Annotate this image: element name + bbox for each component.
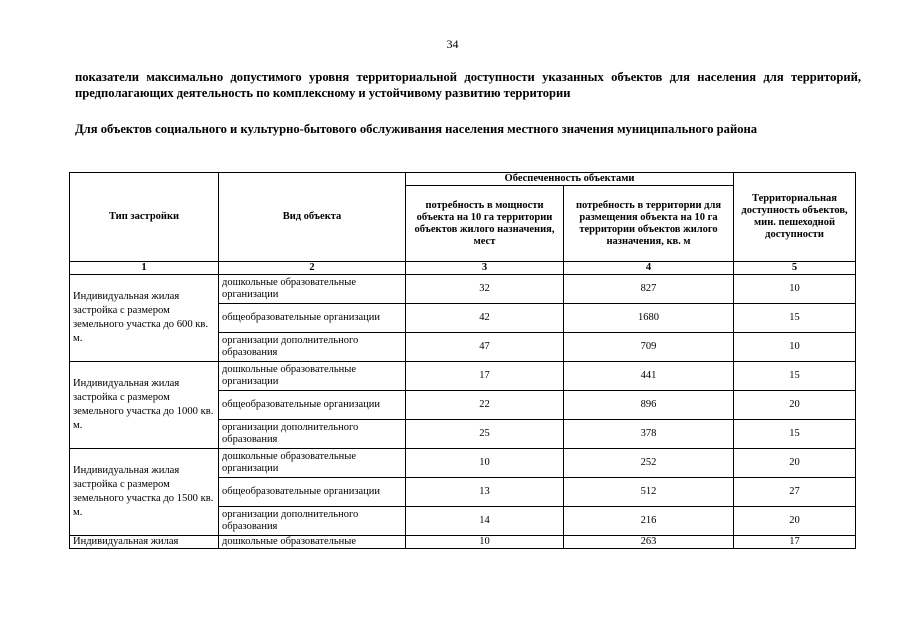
access-cell: 20	[734, 449, 856, 478]
building-type-cell: Индивидуальная жилая	[70, 536, 219, 549]
provision-table	[69, 172, 856, 549]
access-cell: 15	[734, 304, 856, 333]
area-cell: 441	[564, 362, 734, 391]
capacity-cell: 25	[406, 420, 564, 449]
object-cell: общеобразовательные организации	[219, 304, 406, 333]
capacity-cell: 14	[406, 507, 564, 536]
object-cell: дошкольные образовательные организации	[219, 362, 406, 391]
building-type-cell: Индивидуальная жилая застройка с размером земельного участка до 1500 кв. м.	[70, 449, 219, 536]
capacity-cell: 22	[406, 391, 564, 420]
section-heading: Для объектов социального и культурно-бытового обслуживания населения местного значения муниципального района	[75, 122, 758, 136]
table-row	[70, 536, 856, 549]
object-cell: общеобразовательные организации	[219, 478, 406, 507]
capacity-cell: 32	[406, 275, 564, 304]
area-cell: 378	[564, 420, 734, 449]
access-cell: 20	[734, 507, 856, 536]
header-access: Территориальная доступность объектов, мин. пешеходной доступности	[734, 173, 856, 262]
capacity-cell: 17	[406, 362, 564, 391]
col-number: 2	[219, 262, 406, 275]
access-cell: 15	[734, 362, 856, 391]
object-cell: организации дополнительного образования	[219, 507, 406, 536]
area-cell: 827	[564, 275, 734, 304]
building-type-cell: Индивидуальная жилая застройка с размером земельного участка до 600 кв. м.	[70, 275, 219, 362]
capacity-cell: 47	[406, 333, 564, 362]
object-cell: дошкольные образовательные организации	[219, 449, 406, 478]
table-row	[70, 449, 856, 478]
area-cell: 263	[564, 536, 734, 549]
area-cell: 216	[564, 507, 734, 536]
area-cell: 252	[564, 449, 734, 478]
heading-paragraph: показатели максимально допустимого уровня территориальной доступности указанных объектов для населения для территорий, предполагающих деятельность по комплексному и устойчивому развитию территории	[75, 70, 861, 100]
capacity-cell: 10	[406, 536, 564, 549]
col-number: 5	[734, 262, 856, 275]
col-number: 4	[564, 262, 734, 275]
access-cell: 10	[734, 275, 856, 304]
access-cell: 27	[734, 478, 856, 507]
table-row	[70, 362, 856, 391]
area-cell: 1680	[564, 304, 734, 333]
object-cell: общеобразовательные организации	[219, 391, 406, 420]
capacity-cell: 42	[406, 304, 564, 333]
area-cell: 896	[564, 391, 734, 420]
header-object: Вид объекта	[219, 173, 406, 262]
header-provision: Обеспеченность объектами	[406, 173, 734, 186]
table-row	[70, 275, 856, 304]
col-number: 3	[406, 262, 564, 275]
access-cell: 20	[734, 391, 856, 420]
object-cell: организации дополнительного образования	[219, 333, 406, 362]
access-cell: 15	[734, 420, 856, 449]
area-cell: 512	[564, 478, 734, 507]
object-cell: дошкольные образовательные	[219, 536, 406, 549]
area-cell: 709	[564, 333, 734, 362]
page-number: 34	[446, 37, 459, 51]
object-cell: дошкольные образовательные организации	[219, 275, 406, 304]
header-capacity: потребность в мощности объекта на 10 га территории объектов жилого назначения, мест	[406, 186, 564, 262]
col-number: 1	[70, 262, 219, 275]
capacity-cell: 10	[406, 449, 564, 478]
access-cell: 10	[734, 333, 856, 362]
access-cell: 17	[734, 536, 856, 549]
capacity-cell: 13	[406, 478, 564, 507]
header-type: Тип застройки	[70, 173, 219, 262]
header-area: потребность в территории для размещения объекта на 10 га территории объектов жилого назначения, кв. м	[564, 186, 734, 262]
building-type-cell: Индивидуальная жилая застройка с размером земельного участка до 1000 кв. м.	[70, 362, 219, 449]
object-cell: организации дополнительного образования	[219, 420, 406, 449]
